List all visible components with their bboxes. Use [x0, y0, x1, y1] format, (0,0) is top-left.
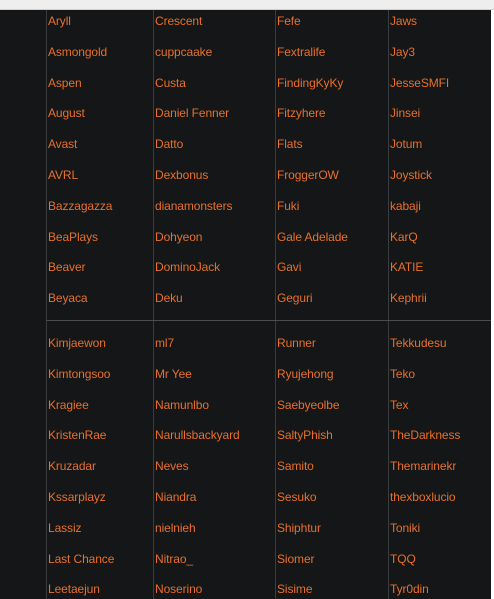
streamer-link[interactable]: Jaws [390, 14, 417, 28]
streamer-link[interactable]: FindingKyKy [277, 75, 344, 90]
streamer-link[interactable]: DominoJack [155, 260, 221, 275]
streamer-link[interactable]: Dexbonus [155, 168, 209, 182]
streamer-link[interactable]: AVRL [48, 168, 79, 182]
streamer-link[interactable]: Crescent [155, 14, 203, 28]
streamer-link[interactable]: August [48, 106, 85, 121]
streamer-link[interactable]: Fefe [277, 14, 301, 28]
streamer-link[interactable]: Toniki [390, 520, 421, 535]
streamer-link[interactable]: Sisime [277, 582, 313, 597]
streamer-link[interactable]: Teko [390, 366, 415, 381]
streamer-link[interactable]: dianamonsters [155, 198, 233, 213]
streamer-link[interactable]: nielnieh [155, 520, 196, 535]
streamer-link[interactable]: Mr Yee [155, 366, 192, 381]
streamer-link[interactable]: Beyaca [48, 291, 88, 306]
streamer-link[interactable]: Gavi [277, 260, 302, 275]
column-divider [153, 10, 154, 599]
streamer-link[interactable]: Jotum [390, 137, 423, 152]
streamer-link[interactable]: Last Chance [48, 551, 115, 566]
streamer-link[interactable]: KarQ [390, 229, 418, 244]
streamer-link[interactable]: Leetaejun [48, 582, 100, 597]
streamer-link[interactable]: SaltyPhish [277, 428, 333, 443]
streamer-link[interactable]: KristenRae [48, 428, 107, 443]
streamer-link[interactable]: Lassiz [48, 520, 82, 535]
streamer-link[interactable]: Themarinekr [390, 459, 457, 474]
streamer-link[interactable]: Jay3 [390, 44, 415, 59]
streamer-link[interactable]: Namunlbo [155, 397, 209, 412]
streamer-link[interactable]: Aspen [48, 75, 82, 90]
column-divider [275, 10, 276, 599]
streamer-link[interactable]: Deku [155, 291, 183, 306]
streamer-link[interactable]: TheDarkness [390, 428, 461, 443]
streamer-link[interactable]: JesseSMFI [390, 75, 450, 90]
streamer-link[interactable]: Samito [277, 459, 314, 474]
streamer-link[interactable]: Datto [155, 137, 184, 152]
streamer-link[interactable]: Aryll [48, 14, 71, 28]
streamer-link[interactable]: Nitrao_ [155, 551, 193, 566]
streamer-link[interactable]: Bazzagazza [48, 198, 113, 213]
section-divider [46, 320, 494, 321]
streamer-link[interactable]: TQQ [390, 551, 416, 566]
streamer-link[interactable]: Noserino [155, 582, 203, 597]
streamer-link[interactable]: Siomer [277, 551, 315, 566]
streamer-link[interactable]: Tyr0din [390, 582, 429, 597]
streamer-link[interactable]: Geguri [277, 291, 313, 306]
streamer-link[interactable]: Custa [155, 75, 186, 90]
streamer-link[interactable]: Kephrii [390, 291, 427, 306]
streamer-link[interactable]: Runner [277, 336, 316, 350]
top-bar [0, 0, 494, 10]
streamer-link[interactable]: Joystick [390, 168, 432, 182]
column-divider [388, 10, 389, 599]
streamer-link[interactable]: Beaver [48, 260, 86, 275]
streamer-link[interactable]: Flats [277, 137, 303, 152]
streamer-link[interactable]: Kssarplayz [48, 490, 106, 504]
streamer-link[interactable]: Neves [155, 459, 189, 474]
streamer-link[interactable]: FroggerOW [277, 168, 339, 182]
streamer-link[interactable]: Sesuko [277, 490, 317, 504]
streamer-link[interactable]: Tekkudesu [390, 336, 447, 350]
streamer-link[interactable]: Kragiee [48, 397, 89, 412]
streamer-link[interactable]: Kimtongsoo [48, 366, 111, 381]
streamer-link[interactable]: Niandra [155, 490, 197, 504]
streamer-link[interactable]: Jinsei [390, 106, 421, 121]
column-divider [46, 10, 47, 599]
streamer-link[interactable]: KATIE [390, 260, 424, 275]
streamer-link[interactable]: Asmongold [48, 44, 108, 59]
streamer-link[interactable]: Narullsbackyard [155, 428, 240, 443]
streamer-link[interactable]: Kruzadar [48, 459, 96, 474]
streamer-link[interactable]: Avast [48, 137, 78, 152]
streamer-link[interactable]: Ryujehong [277, 366, 334, 381]
streamer-link[interactable]: cuppcaake [155, 44, 213, 59]
streamer-link[interactable]: Gale Adelade [277, 229, 348, 244]
streamer-link[interactable]: BeaPlays [48, 229, 98, 244]
streamer-link[interactable]: ml7 [155, 336, 175, 350]
streamer-link[interactable]: Kimjaewon [48, 336, 106, 350]
streamer-link[interactable]: Tex [390, 397, 409, 412]
streamer-link[interactable]: Saebyeolbe [277, 397, 340, 412]
streamer-link[interactable]: Shiphtur [277, 520, 321, 535]
streamer-link[interactable]: Fextralife [277, 44, 326, 59]
streamer-link[interactable]: Dohyeon [155, 229, 203, 244]
streamer-link[interactable]: thexboxlucio [390, 490, 456, 504]
streamer-link[interactable]: kabaji [390, 198, 421, 213]
streamer-link[interactable]: Fitzyhere [277, 106, 326, 121]
streamer-link[interactable]: Fuki [277, 198, 300, 213]
streamer-link[interactable]: Daniel Fenner [155, 106, 230, 121]
